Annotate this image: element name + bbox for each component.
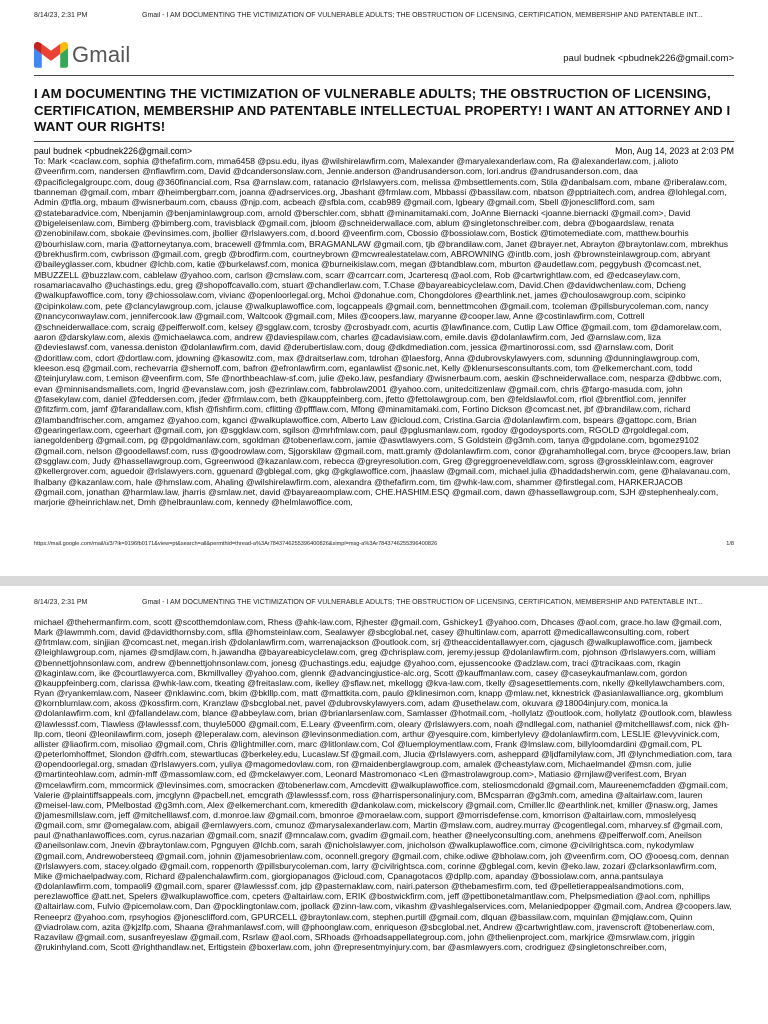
sent-date: Mon, Aug 14, 2023 at 2:03 PM — [615, 146, 734, 156]
recipient-list-continued: michael @thehermanfirm.com, scott @scotthemdonlaw.com, Rhess @ahk-law.com, Rjhester @gmail.com, Gshickey1 @yahoo.com, Dhcases @aol.com, grace.ho.law @gmail.com, Mark @lawmmh.com, david @davidthornsby.com, sflla @homsteinlaw.com, Sealawyer @sbcglobal.net, casey @hultinlaw.com, aparrott @medicallawconsulting.com, robert @frtmlaw.com, sinjjian @comcast.net, megan.irish @dolanlawfirm.com, warrenajackson @outlook.com, srj @theaccidentallawyer.com, cjagusch @walkuplawoffice.com, jjambeck @leighlawgroup.com, njames @smdjlaw.com, h.jawandha @bayareabicyclelaw.com, greg @chrisplaw.com, jeremy.jessup @dolanlawfirm.com, pjohnson @rlslawyers.com, william @bennettjohnsonlaw.com, andrew @bennettjohnsonlaw.com, jonesg @uchastings.edu, eajudge @yahoo.com, ejussencooke @adzlaw.com, traci @tracikaas.com, rkagin @kaginlaw.com, ike @courtlawyerca.com, Bkmillvalley @yahoo.com, glennk @advancingjustice-alc.org, Scott @kauffmanlaw.com, casey @caseykaufmanlaw.com, gordon @kauppfeinberg.com, clarissa @whk-law.com, tkeating @freitaslaw.com, ikelley @sflaw.net, mkellogg @kva-law.com, tkelly @sagesettlements.com, nkelly @kellylawchambers.com, Ryan @ryankemlaw.com, Naseer @nklawinc.com, bkim @bklllp.com, matt @mattkita.com, paulo @klinesimon.com, knapp @mlaw.net, kknestrick @asianlawalliance.org, gkomblum @kornblumlaw.com, akoss @kossfirm.com, Kranzlaw @sbcglobal.net, pavel @dubrovskylawyers.com, adam @usethelaw.com, okuvara @18004injury.com, monica.la @dolanlawfirm.com, knl @fallandelaw.com, blance @abbeylaw.com, brian @brianlarsenlaw.com, Samlasser @hotmail.com, -hollylatz @outlook.com, hollylatz @outlook.com, blawless @lawlesssf.com, Tlawless @lawlesssf.com, thuyle5000 @gmail.com, E.Leary @veenfirm.com, oleary @rlslawyers.com, noah @ndllegal.com, nathaniel @mitchelllawsf.com, nick @h-llp.com, tleoni @leonilawfirm.com, joseph @leperalaw.com, alevinson @levinsonmediation.com, arthur @yesquire.com, kimberlylevy @dolanlawfirm.com, LESLIE @levyvinick.com, allister @liaofirm.com, misoliao @gmail.com, Chris @lightmiller.com, marc @litlonlaw.com, Col @luemploymentlaw.com, Frank @lmslaw.com, billyloomdardini @gmail.com, PL @peterlomhoffmet, Slondon @dfrh.com, stewartlucas @berkeley.edu, Lucaslaw.Sf @gmail.com, Jlucia @rlslawyers.com, asheppard @ljdfamilylaw.com, Jfl @lynchmediation.com, tara @opendoorlegal.org, smadan @rlslawyers.com, yuliya @magomedovlaw.com, ron @maidenberglawgroup.com, amalek @cheastylaw.com, Michaelmandel @msn.com, julie @martinteohlaw.com, admin-mff @massomlaw.com, ed @mckelawyer.com, Leonard Mastromonaco <Len @mastrolawgroup.com>, Matiasio @rnjlaw@verifest.com, Bryan @mcelawfirm.com, mmcormick @levinsimes.com, smocracken @tobenerlaw.com, Amcdevitt @walkuplawoffice.com, steliosmcdonald @gmail.com, Maureenemcfadden @gmail.com, Valerie @plaintiffsappeals.com, jmcglynn @pacbell.net, emcgrath @lawlesssf.com, ross @harrispersonalinjury.com, BMcsparran @g3mh.com, amedina @altairlaw.com, lauren @meisel-law.com, PMelbostad @g3mh.com, Alex @elkemerchant.com, kmeredith @dankolaw.com, mickelscory @gmail.com, Cmiller.llc @earthlink.net, kmiller @nasw.org, James @jamesmillslaw.com, jeff @mitchelllawsf.com, d.monroe.law @gmail.com, bmonroe @moraelaw.com, support @morrisdefense.com, kmorrison @altairlaw.com, mmoslelyesq @gmail.com, smr @omegalaw.com, abigail @ernlawyers.com, cmunoz @marysalexanderlaw.com, Martin @mslaw.com, audrey.murray @cogentlegal.com, mharvey.sf @gmail.com, paul @nathanlawoffices.com, cyrus.nazarian @gmail.com, snazif @mncalaw.com, gvadim @gmail.com, heather @neelyconsulting.com, anehmens @peifferwolf.com, Aneilson @aneilsonlaw.com, Jnevin @braytonlaw.com, Pgnguyen @lchb.com, sarah @nicholslawyer.com, jnicholson @walkuplawoffice.com, cimone @civilrightsca.com, nykodymlaw @gmail.com, Andrewobersteeq @gmail.com, johnin @jamesobrienlaw.com, oconnell.gregory @gmail.com, chike.odiwe @bholaw.com, joh @veenfirm.com, OO @ooesq.com, dennan @rlslawyers.com, stacey.olgado @gmail.com, roppenorth @pillsburycoleman.com, larry @civilrightsca.com, corinne @gblegal.com, kevin @eko.law, zozari @clarksonlawfirm.com, Mike @michaelpadway.com, Richard @palenchalawfirm.com, giorgiopanagos @icloud.com, Cpanagotacos @dpllp.com, apanday @bossiolaw.com, anna.pantsulaya @dolanlawfirm.com, tompaoli9 @gmail.com, sparer @lawlesssf.com, jdp @pasternaklaw.com, nairi.paterson @thebamesfirm.com, ted @pelletierappealsandmotions.com, perezlawoffice @att.net, Spelers @walkuplawoffice.com, cpeters @altairlaw.com, ERIK @bostwickfirm.com, jeff @pettibonetalmantlaw.com, Phelpsmediation @aol.com, nphillips @altairlaw.com, Fulvio @picemolaw.com, Dan @pocklingtonlaw.com, jpollack @zinn-law.com, vikashm @vashlegalservices.com, Melaniedpopper @gmail.com, Andrea @coopers.law, Reneeprz @yahoo.com, rpsyhogios @jonesclifford.com, GPURCELL @braytonlaw.com, stephen.purtill @gmail.com, dlquan @bassilaw.com, mquinlan @mjqlaw.com, Quinn @viadrolaw.com, azita @kjzlfp.com, Shaana @rahmanlawsf.com, will @phoonglaw.com, enriqueson @sbcglobal.net, Andrew @cartwrightlaw.com, jravenscroft @tobenerlaw.com, Razavilaw @gmail.com, susanfreyeslaw @gmail.com, Rsrlaw @aol.com, SRhoads @rhoadsappellategroup.com, john @thelienproject.com, markjrice @msrwlaw.com, jriggin @rukinhyland.com, Scott @righthandlaw.net, Erltigstein @boxerlaw.com, john @representmyinjury.com, bar @asmlawyers.com, crodriguez @singletonschreiber.com, — [34, 617, 735, 952]
gmail-m-icon — [34, 42, 68, 68]
print-subject: Gmail - I AM DOCUMENTING THE VICTIMIZATION OF VULNERABLE ADULTS; THE OBSTRUCTION OF LICENSING, CERTIFICATION, MEMBERSHIP AND PATENTABLE INT... — [142, 12, 703, 19]
divider — [34, 75, 734, 76]
print-datetime: 8/14/23, 2:31 PM — [34, 599, 88, 606]
sender-row — [34, 146, 734, 156]
divider — [34, 141, 734, 142]
print-header — [34, 12, 734, 19]
print-subject: Gmail - I AM DOCUMENTING THE VICTIMIZATION OF VULNERABLE ADULTS; THE OBSTRUCTION OF LICENSING, CERTIFICATION, MEMBERSHIP AND PATENTABLE INT... — [142, 599, 703, 606]
print-header — [34, 599, 734, 606]
print-datetime: 8/14/23, 2:31 PM — [34, 12, 88, 19]
email-subject: I AM DOCUMENTING THE VICTIMIZATION OF VULNERABLE ADULTS; THE OBSTRUCTION OF LICENSING, CERTIFICATION, MEMBERSHIP AND PATENTABLE INTELLECTUAL PROPERTY! I WANT AN ATTORNEY AND I WANT OUR RIGHTS! — [34, 86, 731, 134]
page-separator — [0, 576, 768, 586]
sender: paul budnek <pbudnek226@gmail.com> — [34, 146, 193, 156]
gmail-logo — [34, 42, 130, 68]
print-page-2 — [0, 586, 768, 1024]
recipient-list: To: Mark <caclaw.com, sophia @thefafirm.com, mma6458 @psu.edu, ilyas @wilshirelawfirm.com, Malexander @maryalexanderlaw.com, Ra @alexanderlaw.com, j.alioto @veenfirm.com, nandersen @nflawfirm.com, David @dcandersonslaw.com, Jennie.anderson @andrusanderson.com, lori.andrus @andrusanderson.com, daa @pacificlegalgroupc.com, doug @360financial.com, Rsa @arnslaw.com, ratanacio @rlslawyers.com, melissa @mbsettlements.com, Stila @danbalsam.com, mbane @riberalaw.com, tbanneman @gmail.com, mbarr @heimbergbarr.com, joanna @adrservices.org, Jbashant @frmlaw.com, Mbbassi @bassilaw.com, nbatson @pptriaitech.com, andrea @lohlegal.com, Admin @tfla.org, mbaum @wisnerbaum.com, cbauss @njp.com, acbeach @sfbla.com, ccab989 @gmail.com, lgbeary @gmail.com, Sbell @jonesclifford.com, sam @statebaradvice.com, Nbenjamin @benjaminlawgroup.com, arnold @berschler.com, sbhatt @minamitamaki.com, JoAnne Biernacki <joanne.biernacki @gmail.com>, David @bigeleisenlaw.com, Bimberg @bimberg.com, travisblack @gmail.com, jbloom @schneiderwallace.com, ablum @singletonschreiber.com, debra @bogaardslaw, renata @zenobinilaw.com, sbokaie @evinsimes.com, jbollier @rlslawyers.com, d.boord @veenfirm.com, Cbossio @bossiolaw.com, Bostick @timotemediate.com, matthew.bourhis @bourhislaw.com, maria @attorneytanya.com, bracewell @fmmla.com, BRAGMANLAW @gmail.com, tjb @brandilaw.com, Janet @brayer.net, Abrayton @braytonlaw.com, mbrekhus @brekhusfirm.com, cwbrisson @gmail.com, gregb @brodfirm.com, courtneybrown @mcwrealestatelaw.com, ABROWNING @intlb.com, josh @brownsteinlawgroup.com, abryant @baileyglasser.com, kbudner @lchb.com, katie @burkelawsf.com, monica @burneikislaw.com, megan @btandblaw.com, mburton @audetlaw.com, peggybush @comcast.net, MBUZZELL @buzzlaw.com, cablelaw @yahoo.com, carlson @cmslaw.com, scarr @carrcarr.com, Jcarteresq @aol.com, Rob @cartwrightlaw.com, ed @edcaseylaw.com, rosamariacavalho @uchastings.edu, greg @shopoffcavallo.com, stuart @chandlerlaw.com, T.Chase @bayareabicyclelaw.com, David.Chen @davidwchenlaw.com, Dcheng @walkupfawoffice.com, tony @chiossolaw.com, vivianc @openloorlegal.org, Mchoi @donahue.com, Chongdolores @earthlink.net, james @choulosawgroup.com, scipinko @cipinkolaw.com, pete @clancylawgroup.com, jclause @walkuplawoffice.com, logcappeals @gmail.com, bennettmcohen @gmail.com, tcoleman @pillsburycoleman.com, nancy @nancyconwaylaw.com, jennifercook.law @gmail.com, Waltcook @gmail.com, Miles @coopers.law, maryanne @cooper.law, Anne @costinlawfirm.com, Cottrell @schneiderwallace.com, scraig @peifferwolf.com, kelsey @sgglaw.com, tcrosby @crosbyadr.com, acurtis @lawfinance.com, Cutlip Law Office @gmail.com, tom @damorelaw.com, aaron @darskylaw.com, alexis @michaelawca.com, andrew @daviespilaw.com, charles @cadavisiaw.com, emile.davis @dolanlawfirm.com, Jed @arnslaw.com, liza @devieslawsf.com, vanessa.deniston @dolanlawfirm.com, david @derubertislaw.com, doug @dkdmediation.com, jessica @martinorossi.com, ssd @arnslaw.com, Dorit @doritlaw.com, cdort @dortlaw.com, jdowning @kasowitz.com, max @draitserlaw.com, tdrohan @laesforg, Anna @dubrovskylawyers.com, sdunning @dunninglawgroup.com, kleeson.esq @gmail.com, rechevarria @shernoff.com, bafron @efronlawfirm.com, eganlawlist @sonic.net, Kelly @klenursesconsultants.com, tom @elkemerchant.com, todd @teinjurylaw.com, t.emison @veenfirm.com, Sfe @northbeachlaw-sf.com, julie @eko.law, pesfandiary @wisnerbaum.com, aeskin @schneiderwallace.com, nesparza @dbbwc.com, evan @minnisandsmallets.com, Ingrid @evanslaw.com, josh @ezrinlaw.com, fabbrolaw2001 @yahoo.com, unitedcitizenlaw @gmail.com, chris @fargo-masuda.com, john @fasekylaw.com, daniel @feddersen.com, jfeder @frmlaw.com, beth @kauppfeinberg.com, jfetto @fettolawgroup.com, ben @feldslawfol.com, rfiol @brentfiol.com, jennifer @fitzfirm.com, jamf @farandallaw.com, kfish @fishfirm.com, cflitting @pffflaw.com, Mfong @minamitamaki.com, Fortino Dickson @comcast.net, jbf @brandilaw.com, richard @lambandfrischer.com, amgamez @yahoo.com, kganci @walkuplawoffice.com, Alberto Law @icloud.com, Cristina.Garcia @dolanlawfirm.com, bspears @gattopc.com, Brian @gearingerlaw.com, cgeerhart @gmail.com, jon @sggklaw.com, sgilson @mrhfmlaw.com, paul @pglusmanlaw.com, rgodoy @godoysports.com, RGOLD @rgoldlegal.com, ianegoldenberg @gmail.com, pg @pgoldmanlaw.com, sgoldman @tobenerlaw.com, jamie @aswtlawyers.com, S Goldstein @g3mh.com, tanya @gpdolane.com, bgomez9102 @gmail.com, nelson @goodellawsf.com, russ @goodrowlaw.com, Sjgorskilaw @gmail.com, matt.gramly @dolanlawfirm.com, conor @grahamhollegal.com, bryce @coopers.law, brian @sgglaw.com, Judy @hassellawgroup.com, Ggreenwood @kazanlaw.com, rebecca @greyresolution.com, Greg @greggroeneveldlaw.com, sgross @grosskleinlaw.com, eagrover @kellergrover.com, aguedoir @rlslawyers.com, gguenard @gblegal.com, gkg @gkglawoffice.com, jhaaslaw @gmail.com, michael.julia @haddadsherwin.com, gene @halavanau.com, lhalbany @kazanlaw.com, hale @hmslaw.com, Ahaling @wilshirelawfirm.com, alexandra @thefafirm.com, tim @whk-law.com, shammer @firstlegal.com, HARKERJACOB @gmail.com, jonathan @harmlaw.law, jharris @smlaw.net, david @bayareaomplaw.com, CHE.HASHIM.ESQ @gmail.com, dawn @hassellawgroup.com, SJH @stephenhealy.com, marjorie @heinrichlaw.net, Dmh @helbraunlaw.com, kennedy @helmlawoffice.com, — [34, 156, 733, 508]
gmail-wordmark: Gmail — [72, 42, 131, 67]
print-footer — [34, 541, 734, 547]
account-email: paul budnek <pbudnek226@gmail.com> — [563, 53, 734, 64]
print-url: https://mail.google.com/mail/u/3/?ik=9196fb0171&view=pt&search=all&permthid=thread-a%3Ar7843746255396400826&simpl=msg-a%3Ar7843746255396400826 — [34, 541, 438, 547]
page-number: 1/8 — [726, 541, 734, 547]
